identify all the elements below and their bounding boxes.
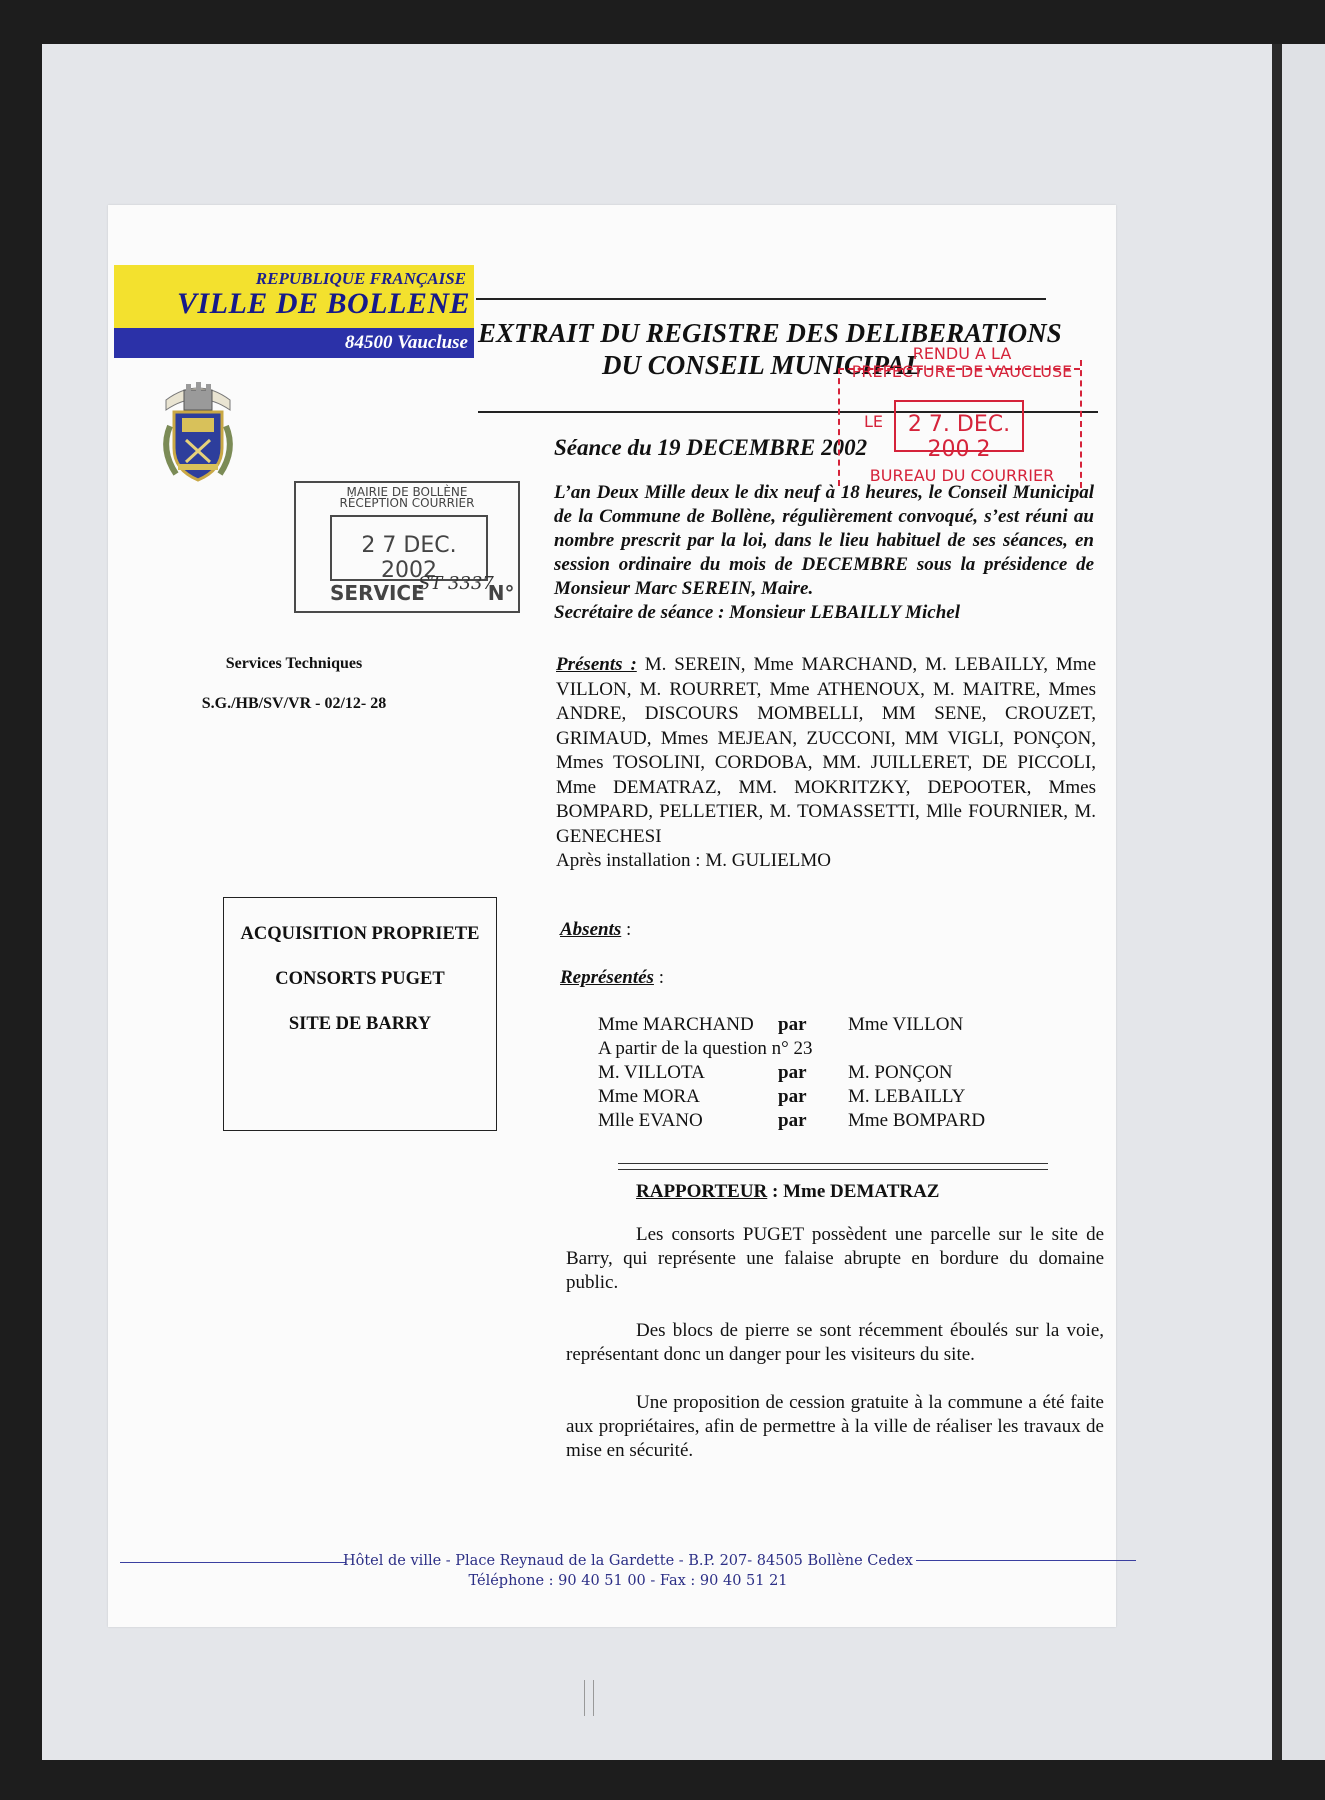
representes-line xyxy=(560,967,664,989)
rapporteur-line xyxy=(636,1181,939,1203)
mairie-reception-stamp xyxy=(294,481,520,613)
footer-phone: Téléphone : 90 40 51 00 - Fax : 90 40 51 21 xyxy=(468,1573,788,1589)
stamp-pref-line2: PREFECTURE DE VAUCLUSE xyxy=(851,362,1073,381)
stamp-mairie-line1: MAIRIE DE BOLLÈNE xyxy=(346,485,468,499)
body-paragraph: Des blocs de pierre se sont récemment éboulés sur la voie, représentant donc un danger pour les visiteurs du site. xyxy=(566,1320,1104,1365)
footer-address: Hôtel de ville - Place Reynaud de la Gardette - B.P. 207- 84505 Bollène Cedex xyxy=(342,1553,913,1569)
stamp-pref-line1: RENDU A LA xyxy=(912,344,1012,363)
seance-date: Séance du 19 DECEMBRE 2002 xyxy=(554,435,868,460)
subject-line-3: SITE DE BARRY xyxy=(288,1014,432,1034)
proxy-to: Mme BOMPARD xyxy=(848,1110,986,1131)
presents-list: M. SEREIN, Mme MARCHAND, M. LEBAILLY, Mme VILLON, M. ROURRET, Mme ATHENOUX, M. MAITRE, Mmes ANDRE, DISCOURS MOMBELLI, MM SENE, CROUZET, GRIMAUD, Mmes MEJEAN, ZUCCONI, MM VIGLI, PONÇON, Mmes TOSOLINI, CORDOBA, MM. JUILLERET, DE PICCOLI, Mme DEMATRAZ, MM. MOKRITZKY, DEPOOTER, Mmes BOMPARD, PELLETIER, M. TOMASSETTI, Mlle FOURNIER, M. GENECHESI xyxy=(556,654,1096,847)
ville-label: VILLE DE BOLLENE xyxy=(176,287,470,320)
proxy-from: Mlle EVANO xyxy=(598,1110,703,1131)
stamp-mairie-date: 2 7 DEC. 2002 xyxy=(361,533,457,583)
prefecture-stamp xyxy=(838,344,1088,496)
stamp-border-left xyxy=(838,368,840,486)
proxy-from: Mme MARCHAND xyxy=(598,1014,754,1035)
stamp-pref-date-box xyxy=(894,400,1024,462)
binder-gap xyxy=(1272,44,1282,1760)
absents-colon: : xyxy=(621,919,632,940)
footer-rule-right xyxy=(916,1560,1136,1561)
stamp-date-box xyxy=(330,515,488,581)
footer-address-block xyxy=(308,1551,948,1591)
representes-colon: : xyxy=(653,967,664,988)
stamp-num-label: N° xyxy=(487,581,515,605)
rapporteur-name: : Mme DEMATRAZ xyxy=(767,1181,940,1202)
header-rule-top xyxy=(476,298,1046,300)
body-paragraph: Les consorts PUGET possèdent une parcelle sur le site de Barry, qui représente une falaise abrupte en bordure du domaine public. xyxy=(566,1224,1104,1293)
postal-code-label: 84500 Vaucluse xyxy=(345,332,468,353)
report-body xyxy=(566,1223,1104,1487)
proxy-par: par xyxy=(778,1014,807,1035)
proxy-to: Mme VILLON xyxy=(848,1014,964,1035)
subject-box xyxy=(223,897,497,1131)
stamp-mairie-line2: RÉCEPTION COURRIER xyxy=(339,496,475,510)
subject-line-2: CONSORTS PUGET xyxy=(275,969,445,989)
presents-label: Présents : xyxy=(556,654,637,675)
service-label: Services Techniques xyxy=(225,655,363,672)
proxy-to: M. PONÇON xyxy=(848,1062,953,1083)
secretary-text: Secrétaire de séance : Monsieur LEBAILLY Michel xyxy=(554,602,961,623)
intro-text: L’an Deux Mille deux le dix neuf à 18 heures, le Conseil Municipal de la Commune de Bollène, régulièrement convoqué, s’est réuni au nombre prescrit par la loi, dans le lieu habituel de ses séances, en session ordinaire du mois de DECEMBRE sous la présidence de Monsieur Marc SEREIN, Maire. xyxy=(554,482,1094,599)
proxy-from: M. VILLOTA xyxy=(598,1062,705,1083)
presents-paragraph xyxy=(556,653,1096,874)
reference-number: S.G./HB/SV/VR - 02/12- 28 xyxy=(201,695,387,712)
document-sheet xyxy=(108,205,1116,1627)
absents-line xyxy=(560,919,631,941)
title-line-1: EXTRAIT DU REGISTRE DES DELIBERATIONS xyxy=(478,318,1062,348)
rapporteur-label: RAPPORTEUR xyxy=(636,1181,768,1202)
proxy-par: par xyxy=(778,1110,807,1131)
subject-line-1: ACQUISITION PROPRIETE xyxy=(240,924,480,944)
stamp-pref-le: LE xyxy=(864,412,884,431)
double-separator xyxy=(618,1163,1048,1170)
stamp-pref-date: 2 7. DEC. 200 2 xyxy=(907,412,1011,462)
proxy-from: Mme MORA xyxy=(598,1086,700,1107)
proxy-to: M. LEBAILLY xyxy=(848,1086,966,1107)
body-paragraph: Une proposition de cession gratuite à la commune a été faite aux propriétaires, afin de permettre à la ville de réaliser les travaux de mise en sécurité. xyxy=(566,1392,1104,1461)
proxy-par: par xyxy=(778,1062,807,1083)
bollene-coat-of-arms-icon xyxy=(156,370,240,490)
absents-label: Absents xyxy=(560,919,622,940)
representes-label: Représentés xyxy=(560,967,654,988)
republique-label: REPUBLIQUE FRANÇAISE xyxy=(255,269,466,288)
apres-installation: Après installation : M. GULIELMO xyxy=(556,850,831,871)
intro-paragraph xyxy=(554,481,1094,625)
stamp-service-text: SERVICE xyxy=(330,581,425,605)
proxy-from: A partir de la question n° 23 xyxy=(598,1038,813,1059)
stamp-pref-bureau: BUREAU DU COURRIER xyxy=(869,466,1055,485)
stamp-handwritten-number: ST 3337 xyxy=(418,573,494,594)
binder-mark xyxy=(584,1680,594,1716)
next-page-edge xyxy=(1282,44,1325,1760)
title-line-2: DU CONSEIL MUNICIPAL xyxy=(602,350,922,380)
proxy-par: par xyxy=(778,1086,807,1107)
